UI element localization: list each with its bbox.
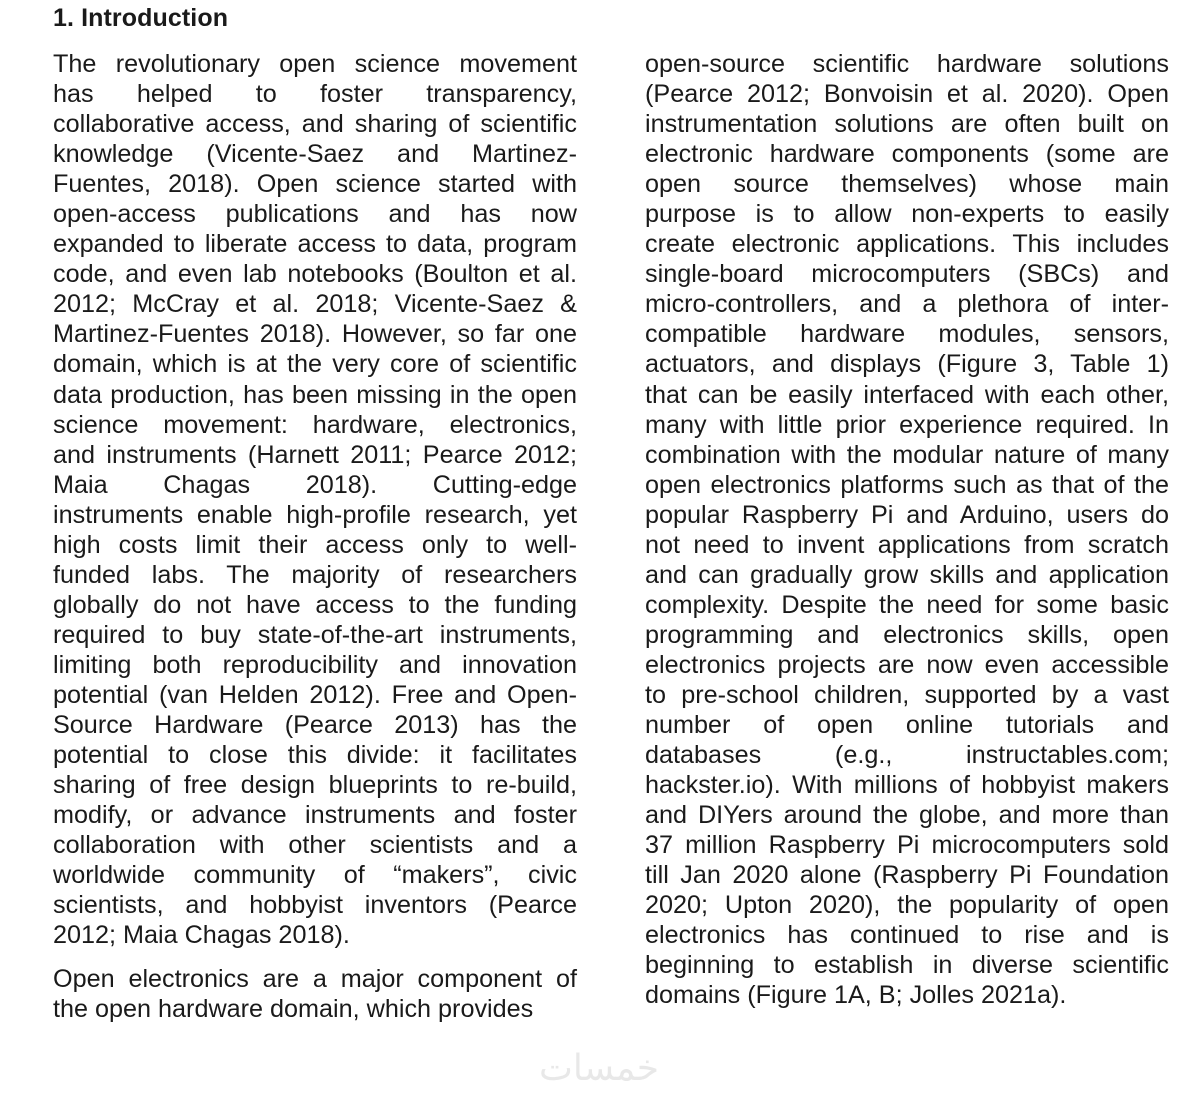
text-line: number of open online tutorials and bbox=[645, 711, 1169, 740]
text-line: popular Raspberry Pi and Arduino, users do bbox=[645, 500, 1169, 529]
text-line: open electronics platforms such as that of the bbox=[645, 470, 1169, 499]
text-line: instruments enable high-profile research, yet bbox=[53, 500, 577, 529]
text-line: beginning to establish in diverse scientific bbox=[645, 951, 1169, 980]
text-line: hackster.io). With millions of hobbyist makers bbox=[645, 771, 1169, 800]
text-line: programming and electronics skills, open bbox=[645, 620, 1169, 649]
text-line: collaboration with other scientists and a bbox=[53, 831, 577, 860]
text-line: scientists, and hobbyist inventors (Pearce bbox=[53, 891, 577, 920]
text-line: code, and even lab notebooks (Boulton et al. bbox=[53, 260, 577, 289]
text-line: collaborative access, and sharing of scientific bbox=[53, 110, 577, 139]
text-line: that can be easily interfaced with each other, bbox=[645, 380, 1169, 409]
text-line: Fuentes, 2018). Open science started with bbox=[53, 170, 577, 199]
text-line: the open hardware domain, which provides bbox=[53, 995, 534, 1024]
text-line: many with little prior experience required. In bbox=[645, 410, 1169, 439]
text-line: data production, has been missing in the open bbox=[53, 380, 577, 409]
text-line: has helped to foster transparency, bbox=[53, 80, 577, 109]
watermark-logo: خمسات bbox=[538, 1047, 660, 1089]
paragraph-gap bbox=[53, 950, 577, 964]
text-line: worldwide community of “makers”, civic bbox=[53, 861, 577, 890]
text-line: Open electronics are a major component of bbox=[53, 965, 577, 994]
text-line: single-board microcomputers (SBCs) and bbox=[645, 260, 1169, 289]
text-line: databases (e.g., instructables.com; bbox=[645, 741, 1169, 770]
text-line: create electronic applications. This includes bbox=[645, 230, 1169, 259]
text-line: The revolutionary open science movement bbox=[53, 50, 577, 78]
text-line: electronics has continued to rise and is bbox=[645, 921, 1169, 950]
text-line: 2012; Maia Chagas 2018). bbox=[53, 921, 350, 950]
paragraph-open-electronics-intro bbox=[53, 964, 577, 1024]
paragraph-open-electronics bbox=[645, 49, 1169, 1011]
text-line: domains (Figure 1A, B; Jolles 2021a). bbox=[645, 981, 1067, 1010]
text-line: micro-controllers, and a plethora of inter- bbox=[645, 290, 1169, 319]
text-line: required to buy state-of-the-art instruments, bbox=[53, 620, 577, 649]
text-line: open source themselves) whose main bbox=[645, 170, 1169, 199]
text-line: complexity. Despite the need for some basic bbox=[645, 590, 1169, 619]
text-line: electronics projects are now even accessible bbox=[645, 650, 1169, 679]
text-line: knowledge (Vicente-Saez and Martinez- bbox=[53, 140, 577, 169]
paragraph-open-science bbox=[53, 49, 577, 950]
text-line: potential (van Helden 2012). Free and Open- bbox=[53, 680, 577, 709]
section-heading: 1. Introduction bbox=[53, 4, 229, 32]
text-line: funded labs. The majority of researchers bbox=[53, 560, 577, 589]
left-text-column bbox=[53, 49, 577, 1025]
text-line: open-access publications and has now bbox=[53, 200, 577, 229]
text-line: 2020; Upton 2020), the popularity of open bbox=[645, 891, 1169, 920]
text-line: limiting both reproducibility and innovation bbox=[53, 650, 577, 679]
text-line: and instruments (Harnett 2011; Pearce 2012; bbox=[53, 440, 577, 469]
text-line: Martinez-Fuentes 2018). However, so far one bbox=[53, 320, 577, 349]
text-line: actuators, and displays (Figure 3, Table 1) bbox=[645, 350, 1169, 379]
text-line: globally do not have access to the funding bbox=[53, 590, 577, 619]
text-line: science movement: hardware, electronics, bbox=[53, 410, 577, 439]
text-line: modify, or advance instruments and foster bbox=[53, 801, 577, 830]
text-line: purpose is to allow non-experts to easily bbox=[645, 200, 1169, 229]
text-line: and DIYers around the globe, and more than bbox=[645, 801, 1169, 830]
text-line: to pre-school children, supported by a vast bbox=[645, 680, 1169, 709]
text-line: Maia Chagas 2018). Cutting-edge bbox=[53, 470, 577, 499]
text-line: 37 million Raspberry Pi microcomputers sold bbox=[645, 831, 1169, 860]
text-line: expanded to liberate access to data, program bbox=[53, 230, 577, 259]
text-line: Source Hardware (Pearce 2013) has the bbox=[53, 711, 577, 740]
text-line: potential to close this divide: it facilitates bbox=[53, 741, 577, 770]
text-line: high costs limit their access only to well- bbox=[53, 530, 577, 559]
text-line: instrumentation solutions are often built on bbox=[645, 110, 1169, 139]
text-line: and can gradually grow skills and application bbox=[645, 560, 1169, 589]
text-line: 2012; McCray et al. 2018; Vicente-Saez & bbox=[53, 290, 577, 319]
text-line: open-source scientific hardware solutions bbox=[645, 50, 1169, 78]
text-line: (Pearce 2012; Bonvoisin et al. 2020). Open bbox=[645, 80, 1169, 109]
right-text-column bbox=[645, 49, 1169, 1011]
text-line: combination with the modular nature of many bbox=[645, 440, 1169, 469]
text-line: electronic hardware components (some are bbox=[645, 140, 1169, 169]
text-line: compatible hardware modules, sensors, bbox=[645, 320, 1169, 349]
text-line: not need to invent applications from scratch bbox=[645, 530, 1169, 559]
text-line: till Jan 2020 alone (Raspberry Pi Foundation bbox=[645, 861, 1169, 890]
text-line: sharing of free design blueprints to re-build, bbox=[53, 771, 577, 800]
text-line: domain, which is at the very core of scientific bbox=[53, 350, 577, 379]
